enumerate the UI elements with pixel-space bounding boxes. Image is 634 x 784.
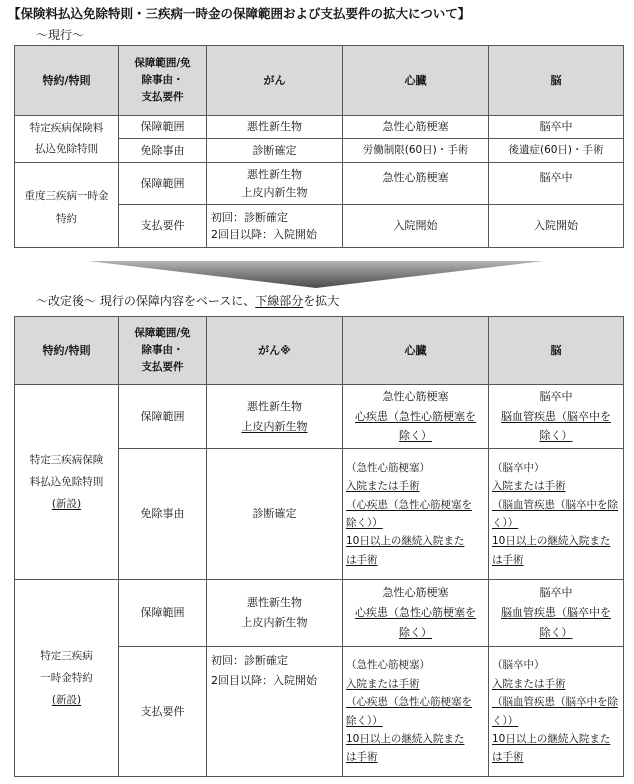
header-heart: 心臓 bbox=[343, 317, 489, 385]
coverage-label: 保障範囲 bbox=[119, 580, 207, 647]
payment-label: 支払要件 bbox=[119, 647, 207, 777]
cell-cancer: 悪性新生物 上皮内新生物 bbox=[207, 163, 343, 205]
down-arrow-icon bbox=[88, 261, 544, 289]
coverage-label: 保障範囲 bbox=[119, 385, 207, 449]
cell-brain: 脳卒中 bbox=[489, 163, 624, 205]
current-label: ～現行～ bbox=[36, 28, 85, 42]
page-title: 【保険料払込免除特則・三疾病一時金の保障範囲および支払要件の拡大について】 bbox=[8, 6, 471, 21]
cell-cancer: 悪性新生物 bbox=[207, 116, 343, 139]
revised-table bbox=[14, 316, 624, 777]
cell-heart: 入院開始 bbox=[343, 205, 489, 248]
waiver-rider-name: 特定疾病保険料 払込免除特則 bbox=[15, 116, 119, 163]
current-table bbox=[14, 45, 624, 248]
lump-rider-name: 重度三疾病一時金 特約 bbox=[15, 163, 119, 248]
cell-heart: 急性心筋梗塞 心疾患（急性心筋梗塞を 除く） bbox=[343, 385, 489, 449]
header-cancer: がん※ bbox=[207, 317, 343, 385]
waiver-rider-name: 特定三疾病保険 料払込免除特則 (新設) bbox=[15, 385, 119, 580]
payment-label: 支払要件 bbox=[119, 205, 207, 248]
exemption-label: 免除事由 bbox=[119, 139, 207, 163]
header-brain: 脳 bbox=[489, 317, 624, 385]
cell-brain: 後遺症(60日)・手術 bbox=[489, 139, 624, 163]
cell-cancer: 初回：診断確定 2回目以降：入院開始 bbox=[207, 205, 343, 248]
coverage-label: 保障範囲 bbox=[119, 116, 207, 139]
header-contract: 特約/特則 bbox=[15, 46, 119, 116]
header-brain: 脳 bbox=[489, 46, 624, 116]
cell-brain: 脳卒中 脳血管疾患（脳卒中を 除く） bbox=[489, 385, 624, 449]
cell-brain: （脳卒中） 入院または手術 （脳血管疾患（脳卒中を除 く）） 10日以上の継続入院また は手術 bbox=[489, 449, 624, 580]
cell-cancer: 悪性新生物 上皮内新生物 bbox=[207, 580, 343, 647]
exemption-label: 免除事由 bbox=[119, 449, 207, 580]
cell-cancer: 悪性新生物 上皮内新生物 bbox=[207, 385, 343, 449]
cell-brain: 入院開始 bbox=[489, 205, 624, 248]
coverage-label: 保障範囲 bbox=[119, 163, 207, 205]
revised-label: ～改定後～ 現行の保障内容をベースに、下線部分を拡大 bbox=[36, 294, 340, 308]
header-coverage: 保障範囲/免 除事由・ 支払要件 bbox=[119, 46, 207, 116]
cell-cancer: 診断確定 bbox=[207, 139, 343, 163]
cell-heart: 急性心筋梗塞 心疾患（急性心筋梗塞を 除く） bbox=[343, 580, 489, 647]
header-coverage: 保障範囲/免 除事由・ 支払要件 bbox=[119, 317, 207, 385]
cell-brain: 脳卒中 脳血管疾患（脳卒中を 除く） bbox=[489, 580, 624, 647]
header-cancer: がん bbox=[207, 46, 343, 116]
cell-heart: （急性心筋梗塞） 入院または手術 （心疾患（急性心筋梗塞を 除く）） 10日以上の継続入院また は手術 bbox=[343, 449, 489, 580]
header-contract: 特約/特則 bbox=[15, 317, 119, 385]
header-heart: 心臓 bbox=[343, 46, 489, 116]
lump-rider-name: 特定三疾病 一時金特約 (新設) bbox=[15, 580, 119, 777]
cell-brain: 脳卒中 bbox=[489, 116, 624, 139]
cell-heart: 急性心筋梗塞 bbox=[343, 116, 489, 139]
cell-heart: （急性心筋梗塞） 入院または手術 （心疾患（急性心筋梗塞を 除く）） 10日以上の継続入院また は手術 bbox=[343, 647, 489, 777]
cell-brain: （脳卒中） 入院または手術 （脳血管疾患（脳卒中を除 く）） 10日以上の継続入院また は手術 bbox=[489, 647, 624, 777]
cell-cancer: 初回：診断確定 2回目以降：入院開始 bbox=[207, 647, 343, 777]
cell-heart: 急性心筋梗塞 bbox=[343, 163, 489, 205]
cell-heart: 労働制限(60日)・手術 bbox=[343, 139, 489, 163]
cell-cancer: 診断確定 bbox=[207, 449, 343, 580]
